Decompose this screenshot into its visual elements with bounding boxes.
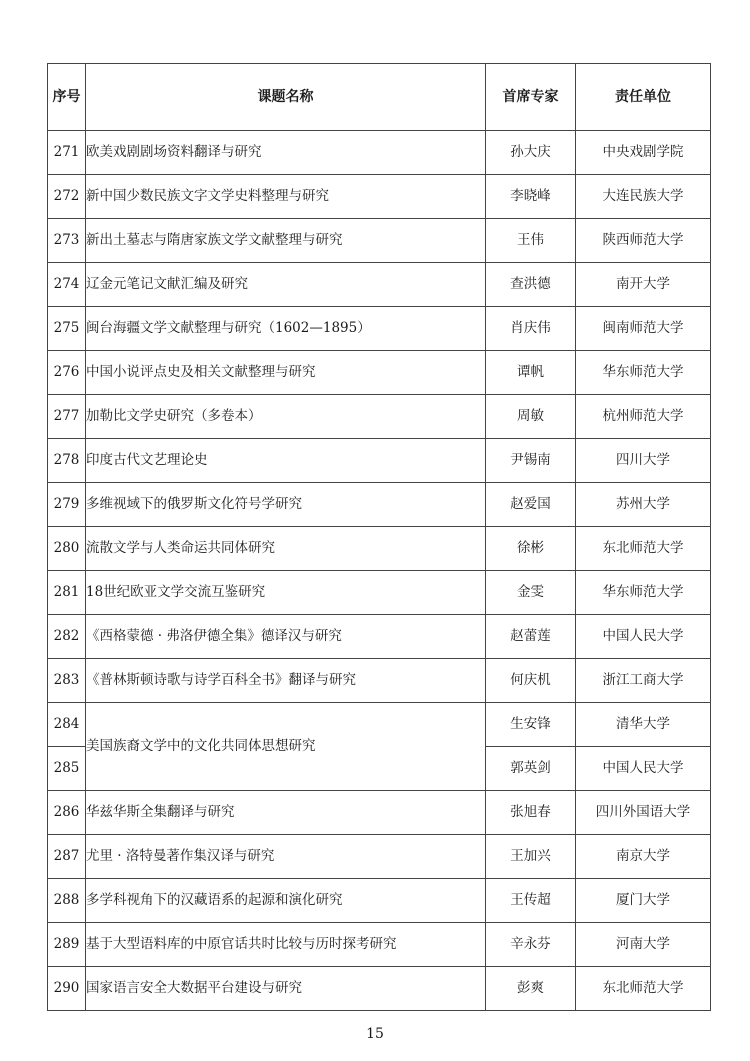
row-unit: 四川外国语大学: [576, 791, 711, 835]
table-row: [48, 351, 711, 395]
row-title: 新出土墓志与隋唐家族文学文献整理与研究: [86, 219, 486, 263]
row-expert: 查洪德: [486, 263, 576, 307]
row-title: 欧美戏剧剧场资料翻译与研究: [86, 131, 486, 175]
table-row: [48, 527, 711, 571]
row-number: 283: [48, 659, 86, 703]
table-row: [48, 967, 711, 1011]
row-number: 281: [48, 571, 86, 615]
row-expert: 尹锡南: [486, 439, 576, 483]
row-title: 加勒比文学史研究（多卷本）: [86, 395, 486, 439]
row-unit: 苏州大学: [576, 483, 711, 527]
row-number: 279: [48, 483, 86, 527]
row-expert: 生安锋: [486, 703, 576, 747]
row-expert: 王传超: [486, 879, 576, 923]
row-title: 《西格蒙德 · 弗洛伊德全集》德译汉与研究: [86, 615, 486, 659]
table-row: [48, 395, 711, 439]
row-number: 290: [48, 967, 86, 1011]
row-expert: 张旭春: [486, 791, 576, 835]
row-number: 288: [48, 879, 86, 923]
row-number: 271: [48, 131, 86, 175]
row-unit: 南京大学: [576, 835, 711, 879]
row-unit: 四川大学: [576, 439, 711, 483]
row-title: 多维视域下的俄罗斯文化符号学研究: [86, 483, 486, 527]
row-title: 辽金元笔记文献汇编及研究: [86, 263, 486, 307]
table-row: [48, 615, 711, 659]
row-number: 277: [48, 395, 86, 439]
row-expert: 孙大庆: [486, 131, 576, 175]
row-title: 国家语言安全大数据平台建设与研究: [86, 967, 486, 1011]
header-unit: 责任单位: [576, 64, 711, 131]
project-table: [47, 63, 711, 1011]
row-unit: 中国人民大学: [576, 615, 711, 659]
table-row: [48, 307, 711, 351]
row-expert: 何庆机: [486, 659, 576, 703]
page-number: 15: [366, 1026, 384, 1042]
row-number: 284: [48, 703, 86, 747]
row-title: 印度古代文艺理论史: [86, 439, 486, 483]
row-unit: 闽南师范大学: [576, 307, 711, 351]
row-number: 274: [48, 263, 86, 307]
row-expert: 谭帆: [486, 351, 576, 395]
table-row: [48, 263, 711, 307]
row-title: 中国小说评点史及相关文献整理与研究: [86, 351, 486, 395]
row-title: 多学科视角下的汉藏语系的起源和演化研究: [86, 879, 486, 923]
row-expert: 王伟: [486, 219, 576, 263]
header-num: 序号: [48, 64, 86, 131]
row-unit: 南开大学: [576, 263, 711, 307]
row-title: 尤里 · 洛特曼著作集汉译与研究: [86, 835, 486, 879]
row-unit: 华东师范大学: [576, 571, 711, 615]
row-title: 闽台海疆文学文献整理与研究（1602—1895）: [86, 307, 486, 351]
row-unit: 东北师范大学: [576, 967, 711, 1011]
row-number: 272: [48, 175, 86, 219]
table-row: [48, 483, 711, 527]
row-unit: 厦门大学: [576, 879, 711, 923]
table-row: [48, 791, 711, 835]
row-unit: 华东师范大学: [576, 351, 711, 395]
row-expert: 辛永芬: [486, 923, 576, 967]
row-number: 285: [48, 747, 86, 791]
row-number: 287: [48, 835, 86, 879]
row-unit: 大连民族大学: [576, 175, 711, 219]
row-title: 流散文学与人类命运共同体研究: [86, 527, 486, 571]
row-unit: 清华大学: [576, 703, 711, 747]
row-expert: 李晓峰: [486, 175, 576, 219]
row-unit: 陕西师范大学: [576, 219, 711, 263]
row-number: 275: [48, 307, 86, 351]
row-number: 273: [48, 219, 86, 263]
table-row: [48, 703, 711, 747]
row-title: 《普林斯顿诗歌与诗学百科全书》翻译与研究: [86, 659, 486, 703]
row-number: 282: [48, 615, 86, 659]
row-expert: 郭英剑: [486, 747, 576, 791]
row-expert: 王加兴: [486, 835, 576, 879]
row-unit: 杭州师范大学: [576, 395, 711, 439]
row-expert: 赵爱国: [486, 483, 576, 527]
table-row: [48, 923, 711, 967]
row-unit: 东北师范大学: [576, 527, 711, 571]
table-body: [48, 131, 711, 1011]
row-number: 276: [48, 351, 86, 395]
table-row: [48, 175, 711, 219]
row-expert: 彭爽: [486, 967, 576, 1011]
row-number: 289: [48, 923, 86, 967]
row-title: 新中国少数民族文字文学史料整理与研究: [86, 175, 486, 219]
header-expert: 首席专家: [486, 64, 576, 131]
table-row: [48, 659, 711, 703]
row-unit: 中央戏剧学院: [576, 131, 711, 175]
row-title: 美国族裔文学中的文化共同体思想研究: [86, 703, 486, 791]
row-expert: 金雯: [486, 571, 576, 615]
row-title: 基于大型语料库的中原官话共时比较与历时探考研究: [86, 923, 486, 967]
row-unit: 浙江工商大学: [576, 659, 711, 703]
row-unit: 河南大学: [576, 923, 711, 967]
table-row: [48, 131, 711, 175]
row-title: 18世纪欧亚文学交流互鉴研究: [86, 571, 486, 615]
row-expert: 肖庆伟: [486, 307, 576, 351]
table-row: [48, 835, 711, 879]
table-row: [48, 219, 711, 263]
row-expert: 徐彬: [486, 527, 576, 571]
row-expert: 周敏: [486, 395, 576, 439]
table-row: [48, 439, 711, 483]
row-number: 286: [48, 791, 86, 835]
row-title: 华兹华斯全集翻译与研究: [86, 791, 486, 835]
row-number: 280: [48, 527, 86, 571]
table-row: [48, 571, 711, 615]
header-title: 课题名称: [86, 64, 486, 131]
table-row: [48, 879, 711, 923]
row-unit: 中国人民大学: [576, 747, 711, 791]
table-header-row: [48, 64, 711, 131]
row-number: 278: [48, 439, 86, 483]
row-expert: 赵蕾莲: [486, 615, 576, 659]
